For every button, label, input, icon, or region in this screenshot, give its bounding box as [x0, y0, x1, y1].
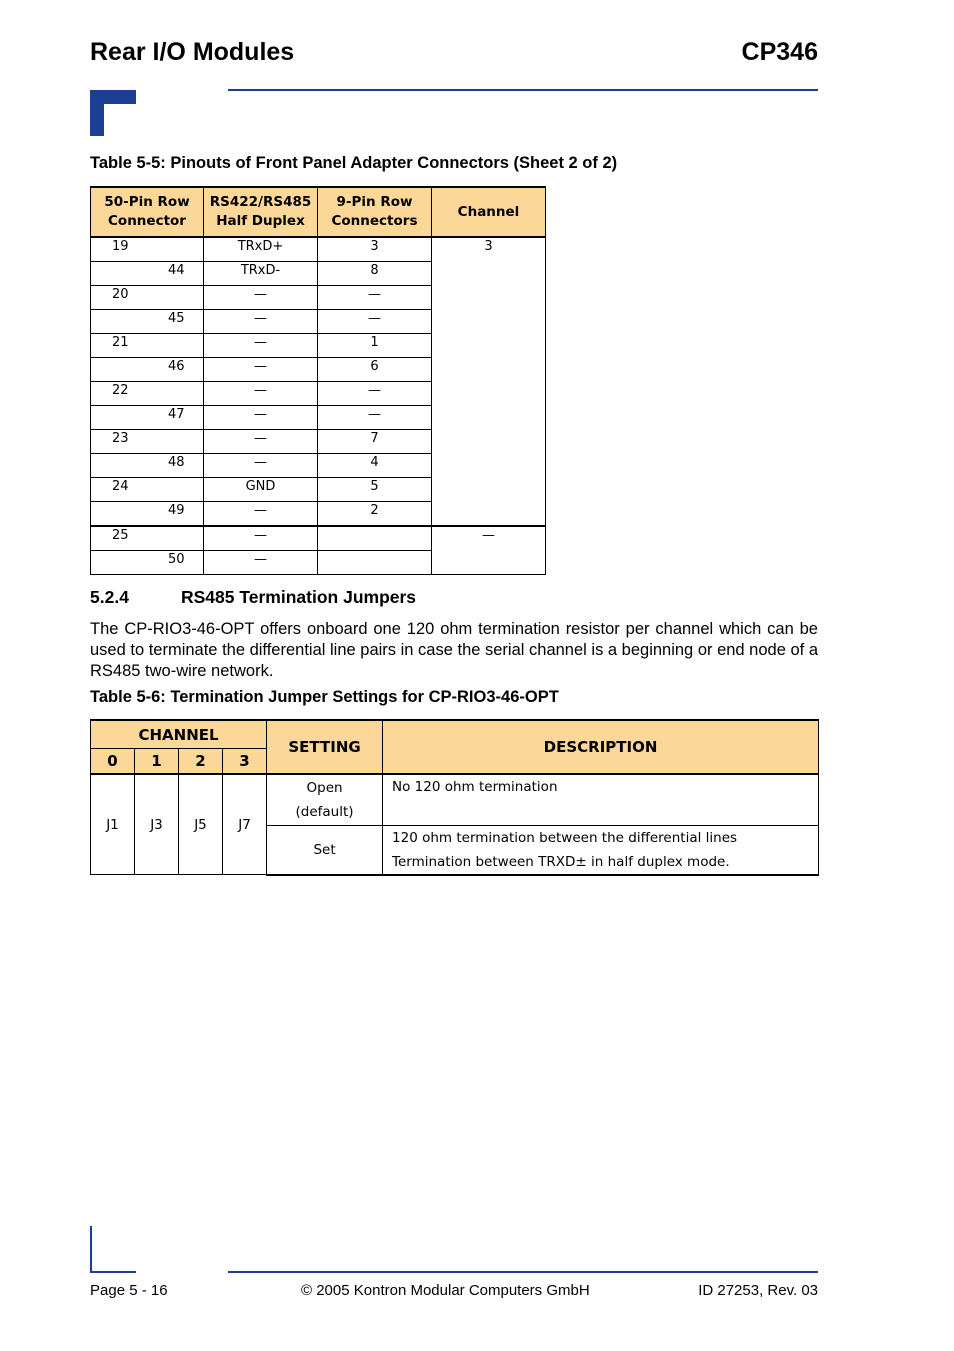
cell-nine: — [318, 406, 432, 430]
cell-pin: 24 [91, 478, 204, 502]
cell-rs: — [204, 382, 318, 406]
footer-copyright: © 2005 Kontron Modular Computers GmbH [301, 1282, 590, 1299]
cell-rs: TRxD- [204, 262, 318, 286]
footer-rule [228, 1271, 818, 1273]
cell-rs: — [204, 551, 318, 575]
footer-document-id: ID 27253, Rev. 03 [698, 1282, 818, 1299]
jumper-table [90, 719, 819, 876]
cell-rs: — [204, 454, 318, 478]
cell-description-set: 120 ohm termination between the differential lines Termination between TRXD± in half duplex mode. [383, 825, 819, 875]
cell-nine: 7 [318, 430, 432, 454]
cell-pin: 19 [91, 237, 204, 262]
table-row [91, 237, 546, 262]
cell-pin: 23 [91, 430, 204, 454]
cell-setting-set: Set [267, 825, 383, 875]
corner-mark-horizontal [90, 90, 136, 104]
header-description: DESCRIPTION [383, 720, 819, 774]
table-row [91, 774, 819, 825]
cell-nine: 3 [318, 237, 432, 262]
cell-rs: — [204, 502, 318, 527]
table-row [91, 526, 546, 551]
section-title: RS485 Termination Jumpers [181, 587, 417, 607]
cell-description-open: No 120 ohm termination [383, 774, 819, 825]
pinout-header-row [91, 187, 546, 237]
table2-caption: Table 5-6: Termination Jumper Settings for CP-RIO3-46-OPT [90, 688, 559, 706]
cell-pin: 45 [91, 310, 204, 334]
cell-pin: 48 [91, 454, 204, 478]
cell-nine: — [318, 310, 432, 334]
cell-rs: — [204, 286, 318, 310]
header-channel: CHANNEL [91, 720, 267, 749]
footer-page-number: Page 5 - 16 [90, 1282, 168, 1299]
cell-jumper-0: J1 [91, 774, 135, 875]
cell-rs: — [204, 430, 318, 454]
footer-corner-vertical [90, 1226, 92, 1273]
pinout-table [90, 186, 546, 575]
header-9pin: 9-Pin Row Connectors [318, 187, 432, 237]
cell-channel-group: — [432, 526, 546, 575]
cell-nine [318, 526, 432, 551]
cell-pin: 47 [91, 406, 204, 430]
cell-rs: TRxD+ [204, 237, 318, 262]
cell-rs: — [204, 310, 318, 334]
cell-pin: 46 [91, 358, 204, 382]
header-channel-3: 3 [223, 749, 267, 775]
cell-setting-open: Open (default) [267, 774, 383, 825]
cell-channel-group: 3 [432, 237, 546, 526]
cell-nine: 2 [318, 502, 432, 527]
cell-jumper-2: J5 [179, 774, 223, 875]
section-paragraph: The CP-RIO3-46-OPT offers onboard one 120 ohm termination resistor per channel which can be used to terminate the differential line pairs in case the serial channel is a beginning or end node of a RS485 two-wire network. [90, 620, 818, 680]
cell-rs: — [204, 526, 318, 551]
cell-nine [318, 551, 432, 575]
header-channel-0: 0 [91, 749, 135, 775]
header-product-name: CP346 [741, 38, 818, 66]
cell-nine: — [318, 382, 432, 406]
cell-nine: 1 [318, 334, 432, 358]
cell-rs: — [204, 334, 318, 358]
cell-pin: 22 [91, 382, 204, 406]
cell-jumper-1: J3 [135, 774, 179, 875]
header-50pin: 50-Pin Row Connector [91, 187, 204, 237]
jumper-header-row [91, 720, 819, 749]
cell-rs: — [204, 358, 318, 382]
table1-caption: Table 5-5: Pinouts of Front Panel Adapter Connectors (Sheet 2 of 2) [90, 154, 618, 172]
header-rule [228, 89, 818, 91]
cell-rs: — [204, 406, 318, 430]
cell-pin: 25 [91, 526, 204, 551]
cell-pin: 44 [91, 262, 204, 286]
cell-nine: 5 [318, 478, 432, 502]
cell-nine: — [318, 286, 432, 310]
header-section-title: Rear I/O Modules [90, 38, 295, 66]
cell-rs: GND [204, 478, 318, 502]
cell-nine: 8 [318, 262, 432, 286]
header-channel: Channel [432, 187, 546, 237]
footer-corner-horizontal [90, 1271, 136, 1273]
header-setting: SETTING [267, 720, 383, 774]
header-rs422: RS422/RS485 Half Duplex [204, 187, 318, 237]
cell-nine: 6 [318, 358, 432, 382]
cell-pin: 50 [91, 551, 204, 575]
section-heading [90, 587, 416, 608]
section-number: 5.2.4 [90, 587, 129, 607]
header-channel-2: 2 [179, 749, 223, 775]
header-channel-1: 1 [135, 749, 179, 775]
cell-pin: 20 [91, 286, 204, 310]
cell-nine: 4 [318, 454, 432, 478]
cell-pin: 49 [91, 502, 204, 527]
cell-pin: 21 [91, 334, 204, 358]
cell-jumper-3: J7 [223, 774, 267, 875]
